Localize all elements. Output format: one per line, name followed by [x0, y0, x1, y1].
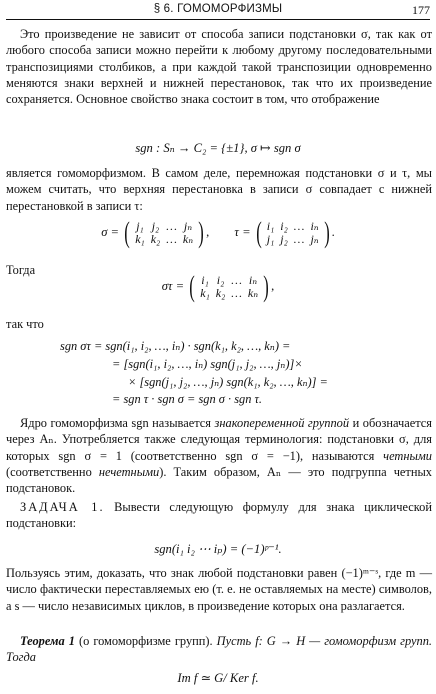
- equation-final: Im f ≃ G/ Ker f.: [177, 671, 259, 685]
- product-lhs: στ =: [161, 278, 185, 293]
- sigma-matrix: ( j₁ j₂ … jₙ k₁ k₂ … kₙ ): [124, 216, 204, 249]
- page-number: 177: [412, 3, 430, 17]
- word-then: Тогда: [6, 263, 36, 277]
- paragraph-3: Ядро гомоморфизма sgn называется знакопеременной группой и обозначается через Aₙ. Употребляется также следующая терминология: подстановки σ, для которых sgn σ = 1 (соответственно sgn σ = −1), называются четными (соответственно нечетными). Таким образом, Aₙ — это подгруппа четных подстановок.: [6, 416, 432, 496]
- theorem-label: Теорема 1: [20, 634, 75, 648]
- equation-sigma-tau: σ = ( j₁ j₂ … jₙ k₁ k₂ … kₙ ) , τ = ( i₁ i₂ … iₙ j₁ j₂ … jₙ ) .: [101, 216, 335, 249]
- theorem-1: Теорема 1 (о гомоморфизме групп). Пусть f: G → H — гомоморфизм групп. Тогда: [6, 634, 433, 665]
- sgn-line-4: = sgn τ · sgn σ = sgn σ · sgn τ.: [112, 392, 263, 406]
- paragraph-1: Это произведение не зависит от способа записи подстановки σ, так как от любого способа записи можно перейти к любому другому последовательными транспозициями столбиков, а при каждой такой транспозиции одновременно меняются знаки верхней и нижней перестановок, так что их произведение сохраняется. Основное свойство знака состоит в том, что отображение: [6, 27, 432, 107]
- sgn-line-1: sgn στ = sgn(i₁, i₂, …, iₙ) · sgn(k₁, k₂, …, kₙ) =: [60, 339, 291, 353]
- term-alternating-group: знакопеременной группой: [214, 416, 350, 430]
- word-so: так что: [6, 317, 44, 331]
- section-title: § 6. ГОМОМОРФИЗМЫ: [153, 3, 283, 15]
- sgn-line-3: × [sgn(j₁, j₂, …, jₙ) sgn(k₁, k₂, …, kₙ)] =: [128, 375, 328, 389]
- equation-cycle: sgn(i₁ i₂ ⋯ iₚ) = (−1)ᵖ⁻¹.: [154, 542, 282, 556]
- task-1: ЗАДАЧА 1. Вывести следующую формулу для знака циклической подстановки:: [6, 500, 432, 531]
- tau-matrix: ( i₁ i₂ … iₙ j₁ j₂ … jₙ ): [255, 216, 330, 249]
- term-even: четными: [383, 448, 432, 463]
- paragraph-2: является гомоморфизмом. В самом деле, перемножая подстановки σ и τ, мы можем считать, что верхняя перестановка в записи σ совпадает с нижней перестановкой в записи τ:: [6, 166, 432, 213]
- product-matrix: ( i₁ i₂ … iₙ k₁ k₂ … kₙ ): [189, 270, 269, 303]
- task-label: ЗАДАЧА 1.: [20, 500, 105, 514]
- paragraph-4: Пользуясь этим, доказать, что знак любой подстановки равен (−1)ᵐ⁻ˢ, где m — число фактически переставляемых ею (т. е. не оставляемых на месте) символов, а s — число независимых циклов, в произведение которых она разлагается.: [6, 566, 432, 613]
- term-odd: нечетными: [98, 464, 160, 479]
- equation-sgn-map: sgn : Sₙ → C₂ = {±1}, σ ↦ sgn σ: [135, 141, 301, 155]
- sgn-line-2: = [sgn(i₁, i₂, …, iₙ) sgn(j₁, j₂, …, jₙ)]×: [112, 357, 303, 371]
- equation-product: στ = ( i₁ i₂ … iₙ k₁ k₂ … kₙ ) ,: [161, 270, 275, 303]
- tau-lhs: τ =: [234, 224, 251, 239]
- sigma-lhs: σ =: [101, 224, 120, 239]
- running-header: [6, 0, 430, 20]
